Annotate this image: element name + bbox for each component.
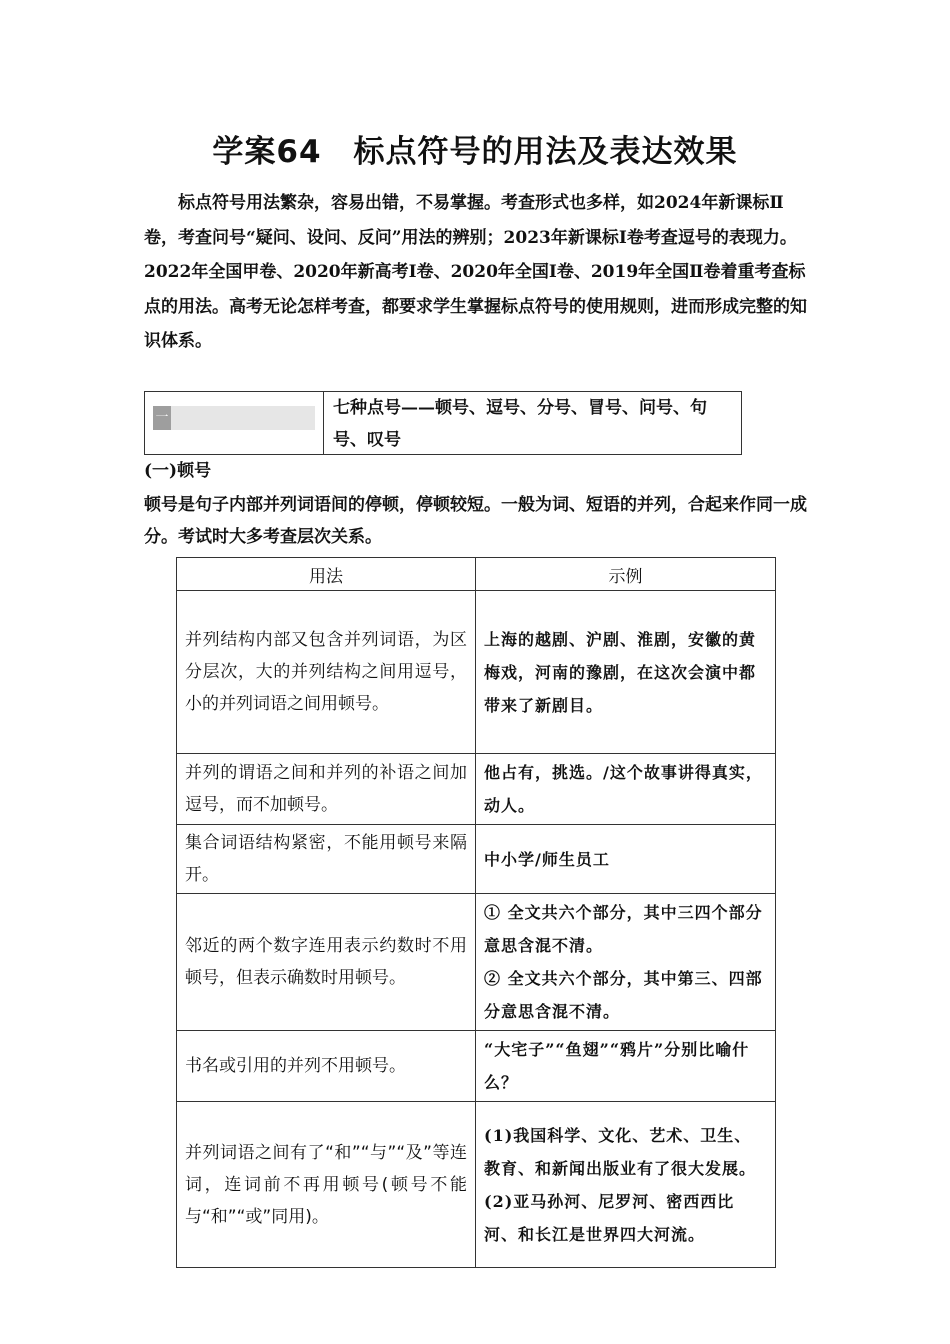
table-header-row xyxy=(177,558,776,591)
subsection-description: 顿号是句子内部并列词语间的停顿，停顿较短。一般为词、短语的并列，合起来作同一成分。考试时大多考查层次关系。 xyxy=(144,495,807,547)
usage-table xyxy=(176,557,776,1268)
example-text: ② 全文共六个部分，其中第三、四部分意思含混不清。 xyxy=(484,969,763,1021)
example-cell xyxy=(476,1102,776,1268)
column-header-usage: 用法 xyxy=(177,558,476,591)
column-header-example: 示例 xyxy=(476,558,776,591)
usage-cell: 邻近的两个数字连用表示约数时不用顿号，但表示确数时用顿号。 xyxy=(177,894,476,1031)
example-cell xyxy=(476,1031,776,1102)
usage-cell: 并列结构内部又包含并列词语，为区分层次，大的并列结构之间用逗号，小的并列词语之间用顿号。 xyxy=(177,591,476,754)
section-number: 一 xyxy=(153,406,171,430)
usage-cell: 并列的谓语之间和并列的补语之间加逗号，而不加顿号。 xyxy=(177,754,476,825)
example-text: ① 全文共六个部分，其中三四个部分意思含混不清。 xyxy=(484,903,763,955)
section-number-bar xyxy=(153,406,315,430)
usage-cell: 并列词语之间有了“和”“与”“及”等连词，连词前不再用顿号(顿号不能与“和”“或”同用)。 xyxy=(177,1102,476,1268)
table-row xyxy=(177,591,776,754)
subsection-heading: (一)顿号 xyxy=(144,461,212,481)
intro-paragraph: 标点符号用法繁杂，容易出错，不易掌握。考查形式也多样，如2024年新课标Ⅱ卷，考查问号“疑问、设问、反问”用法的辨别；2023年新课标Ⅰ卷考查逗号的表现力。2022年全国甲卷、2020年新高考Ⅰ卷、2020年全国Ⅰ卷、2019年全国Ⅱ卷着重考查标点的用法。高考无论怎样考查，都要求学生掌握标点符号的使用规则，进而形成完整的知识体系。 xyxy=(144,193,807,351)
table-row xyxy=(177,1102,776,1268)
page-title: 学案64 标点符号的用法及表达效果 xyxy=(212,134,738,170)
example-text: 上海的越剧、沪剧、淮剧，安徽的黄梅戏，河南的豫剧，在这次会演中都带来了新剧目。 xyxy=(484,629,757,715)
usage-cell: 书名或引用的并列不用顿号。 xyxy=(177,1031,476,1102)
table-row xyxy=(177,754,776,825)
example-text: “大宅子”“鱼翅”“鸦片”分别比喻什么？ xyxy=(484,1040,750,1092)
example-cell xyxy=(476,825,776,894)
example-cell xyxy=(476,591,776,754)
example-text: 中小学/师生员工 xyxy=(484,849,610,869)
example-text: 他占有，挑选。/这个故事讲得真实，动人。 xyxy=(484,763,763,815)
table-row xyxy=(177,825,776,894)
example-cell xyxy=(476,894,776,1031)
usage-cell: 集合词语结构紧密，不能用顿号来隔开。 xyxy=(177,825,476,894)
section-header-box xyxy=(144,391,742,455)
section-title: 七种点号——顿号、逗号、分号、冒号、问号、句号、叹号 xyxy=(333,398,707,450)
section-number-cell xyxy=(145,392,324,454)
table-row xyxy=(177,894,776,1031)
table-row xyxy=(177,1031,776,1102)
example-cell xyxy=(476,754,776,825)
example-text: (1)我国科学、文化、艺术、卫生、教育、和新闻出版业有了很大发展。 xyxy=(484,1125,757,1178)
example-text: (2)亚马孙河、尼罗河、密西西比河、和长江是世界四大河流。 xyxy=(484,1191,735,1244)
